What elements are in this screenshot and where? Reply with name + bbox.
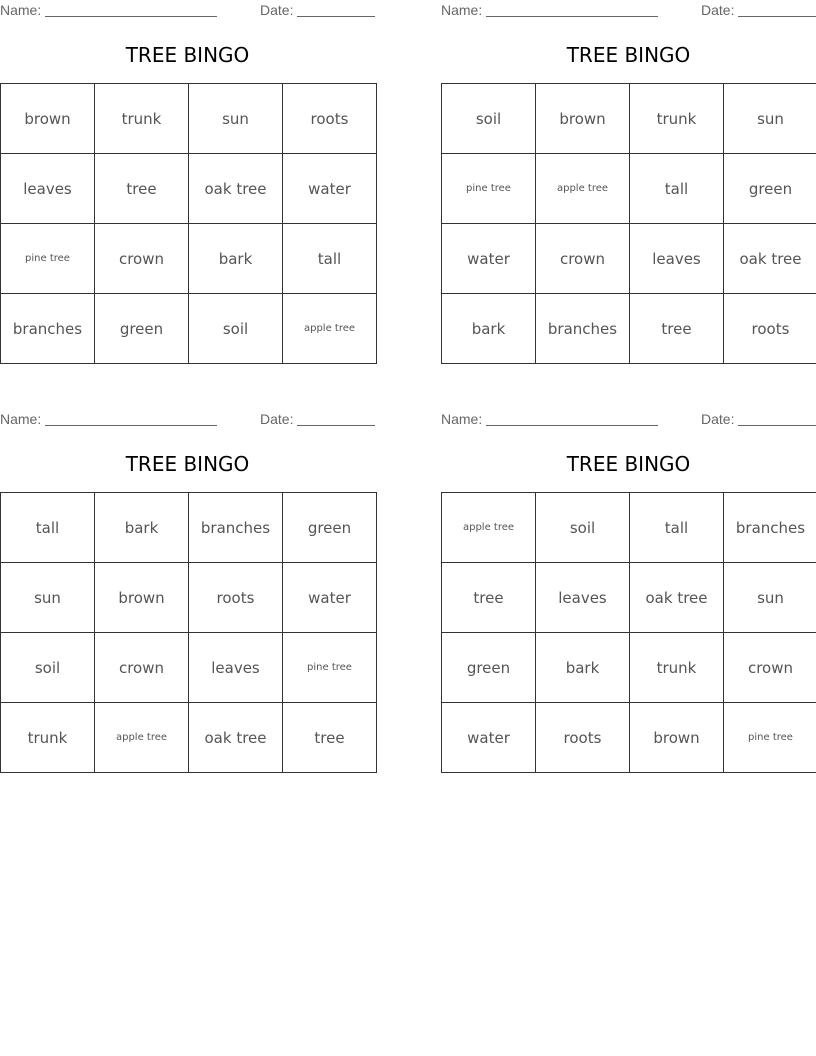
bingo-row [442,84,816,154]
bingo-row [1,703,377,773]
date-label: Date: [701,411,735,427]
bingo-cell[interactable]: tree [283,703,377,773]
bingo-row [442,294,816,364]
bingo-card [0,409,375,747]
bingo-row [442,563,816,633]
bingo-cell[interactable]: apple tree [283,294,377,364]
bingo-cell[interactable]: green [95,294,189,364]
bingo-row [1,154,377,224]
bingo-cell[interactable]: tree [442,563,536,633]
bingo-cell[interactable]: leaves [630,224,724,294]
bingo-row [442,633,816,703]
name-label: Name: [0,2,42,18]
bingo-cell[interactable]: sun [189,84,283,154]
date-label: Date: [260,411,294,427]
bingo-row [1,294,377,364]
bingo-cell[interactable]: soil [1,633,95,703]
bingo-cell[interactable]: bark [95,493,189,563]
date-blank-line[interactable] [297,16,375,17]
bingo-cell[interactable]: roots [724,294,816,364]
name-date-row [0,0,375,20]
bingo-card [0,0,375,338]
bingo-cell[interactable]: roots [536,703,630,773]
bingo-cell[interactable]: pine tree [283,633,377,703]
bingo-cell[interactable]: brown [630,703,724,773]
bingo-cell[interactable]: bark [189,224,283,294]
name-blank-line[interactable] [486,16,658,17]
bingo-cell[interactable]: oak tree [189,154,283,224]
date-blank-line[interactable] [738,16,816,17]
name-blank-line[interactable] [486,425,658,426]
bingo-cell[interactable]: sun [724,84,816,154]
bingo-cell[interactable]: tall [630,154,724,224]
bingo-cell[interactable]: apple tree [536,154,630,224]
name-label: Name: [441,2,483,18]
bingo-cell[interactable]: branches [724,493,816,563]
bingo-cell[interactable]: sun [1,563,95,633]
bingo-row [442,224,816,294]
bingo-cell[interactable]: water [442,703,536,773]
bingo-grid [441,83,816,364]
bingo-grid [0,83,377,364]
date-blank-line[interactable] [297,425,375,426]
bingo-cell[interactable]: trunk [95,84,189,154]
bingo-cell[interactable]: water [283,154,377,224]
bingo-cell[interactable]: tree [95,154,189,224]
bingo-card [441,409,816,747]
bingo-cell[interactable]: trunk [630,84,724,154]
bingo-cell[interactable]: crown [536,224,630,294]
bingo-cell[interactable]: soil [189,294,283,364]
bingo-cell[interactable]: brown [1,84,95,154]
bingo-cell[interactable]: crown [724,633,816,703]
bingo-row [1,84,377,154]
card-title: TREE BINGO [125,43,250,67]
bingo-cell[interactable]: soil [536,493,630,563]
bingo-cell[interactable]: oak tree [630,563,724,633]
date-label: Date: [701,2,735,18]
bingo-cell[interactable]: branches [1,294,95,364]
bingo-row [1,563,377,633]
bingo-cell[interactable]: water [442,224,536,294]
bingo-cell[interactable]: oak tree [724,224,816,294]
bingo-cell[interactable]: leaves [1,154,95,224]
bingo-cell[interactable]: pine tree [1,224,95,294]
bingo-cell[interactable]: brown [536,84,630,154]
name-blank-line[interactable] [45,425,217,426]
bingo-cell[interactable]: bark [536,633,630,703]
bingo-cell[interactable]: pine tree [442,154,536,224]
bingo-cell[interactable]: bark [442,294,536,364]
bingo-card [441,0,816,338]
bingo-cell[interactable]: brown [95,563,189,633]
bingo-cell[interactable]: roots [283,84,377,154]
bingo-cell[interactable]: roots [189,563,283,633]
date-blank-line[interactable] [738,425,816,426]
bingo-row [442,703,816,773]
bingo-row [1,633,377,703]
bingo-cell[interactable]: crown [95,224,189,294]
bingo-cell[interactable]: tall [283,224,377,294]
bingo-cell[interactable]: tree [630,294,724,364]
card-title: TREE BINGO [566,43,691,67]
bingo-row [442,154,816,224]
bingo-cell[interactable]: tall [1,493,95,563]
bingo-cell[interactable]: trunk [1,703,95,773]
bingo-cell[interactable]: branches [189,493,283,563]
bingo-cell[interactable]: green [724,154,816,224]
bingo-cell[interactable]: crown [95,633,189,703]
bingo-cell[interactable]: green [442,633,536,703]
bingo-cell[interactable]: sun [724,563,816,633]
name-label: Name: [0,411,42,427]
bingo-cell[interactable]: apple tree [95,703,189,773]
bingo-cell[interactable]: trunk [630,633,724,703]
date-label: Date: [260,2,294,18]
bingo-cell[interactable]: branches [536,294,630,364]
bingo-cell[interactable]: pine tree [724,703,816,773]
bingo-cell[interactable]: green [283,493,377,563]
bingo-cell[interactable]: tall [630,493,724,563]
bingo-grid [0,492,377,773]
bingo-cell[interactable]: soil [442,84,536,154]
card-title: TREE BINGO [566,452,691,476]
bingo-row [1,493,377,563]
bingo-cell[interactable]: leaves [189,633,283,703]
bingo-row [1,224,377,294]
name-label: Name: [441,411,483,427]
bingo-row [442,493,816,563]
bingo-cell[interactable]: oak tree [189,703,283,773]
name-date-row [441,0,816,20]
bingo-cell[interactable]: apple tree [442,493,536,563]
bingo-grid [441,492,816,773]
bingo-cell[interactable]: leaves [536,563,630,633]
card-title: TREE BINGO [125,452,250,476]
name-blank-line[interactable] [45,16,217,17]
name-date-row [441,409,816,429]
bingo-cell[interactable]: water [283,563,377,633]
name-date-row [0,409,375,429]
